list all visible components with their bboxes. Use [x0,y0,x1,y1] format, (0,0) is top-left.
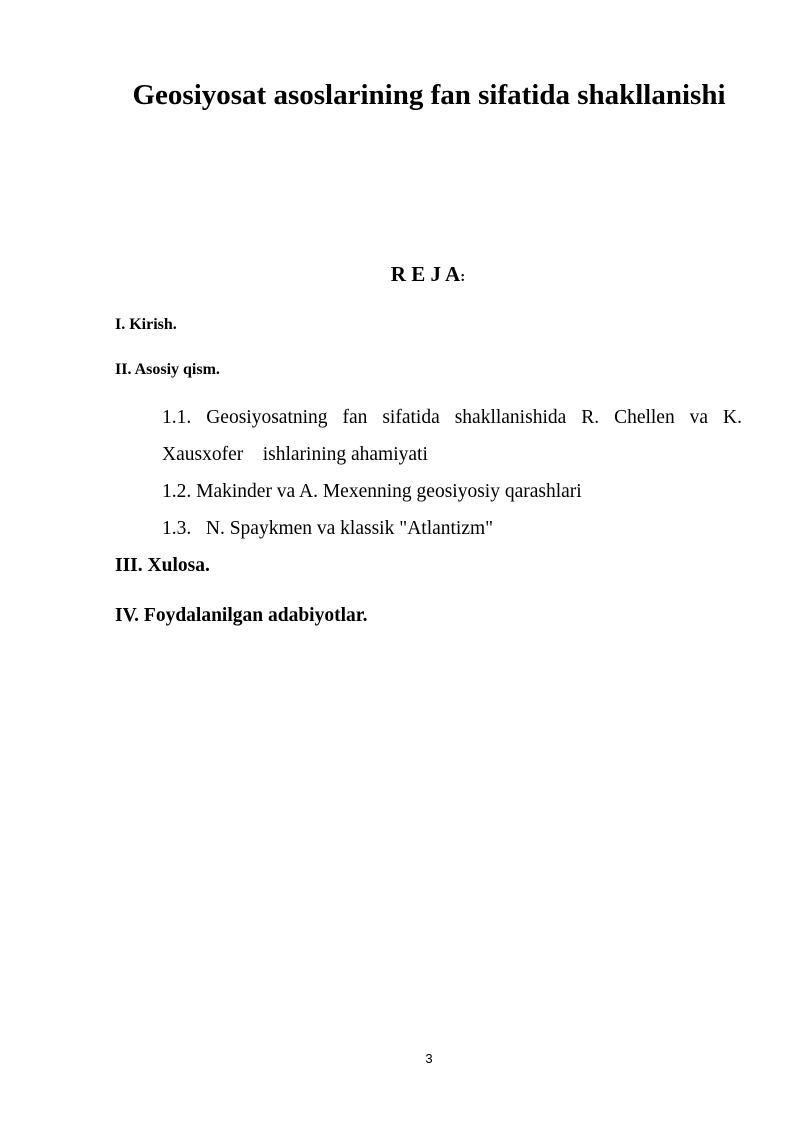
page-title: Geosiyosat asoslarining fan sifatida shakllanishi [132,79,726,111]
plan-heading-colon: : [460,269,466,285]
plan-heading-text: R E J A [390,262,461,286]
subsection-1-1-line-2: Xausxofer ishlarining ahamiyati [162,444,428,465]
subsection-1-1-line-1: 1.1. Geosiyosatning fan sifatida shakllanishida R. Chellen va K. [162,407,742,428]
section-intro: I. Kirish. [115,316,177,333]
section-references: IV. Foydalanilgan adabiyotlar. [115,605,368,626]
subsection-1-3: 1.3. N. Spaykmen va klassik "Atlantizm" [162,518,494,539]
section-conclusion: III. Xulosa. [115,555,210,576]
section-main: II. Asosiy qism. [115,361,220,378]
plan-heading [0,262,800,289]
page-number: 3 [425,1051,433,1066]
subsection-1-2: 1.2. Makinder va A. Mexenning geosiyosiy qarashlari [162,481,582,502]
